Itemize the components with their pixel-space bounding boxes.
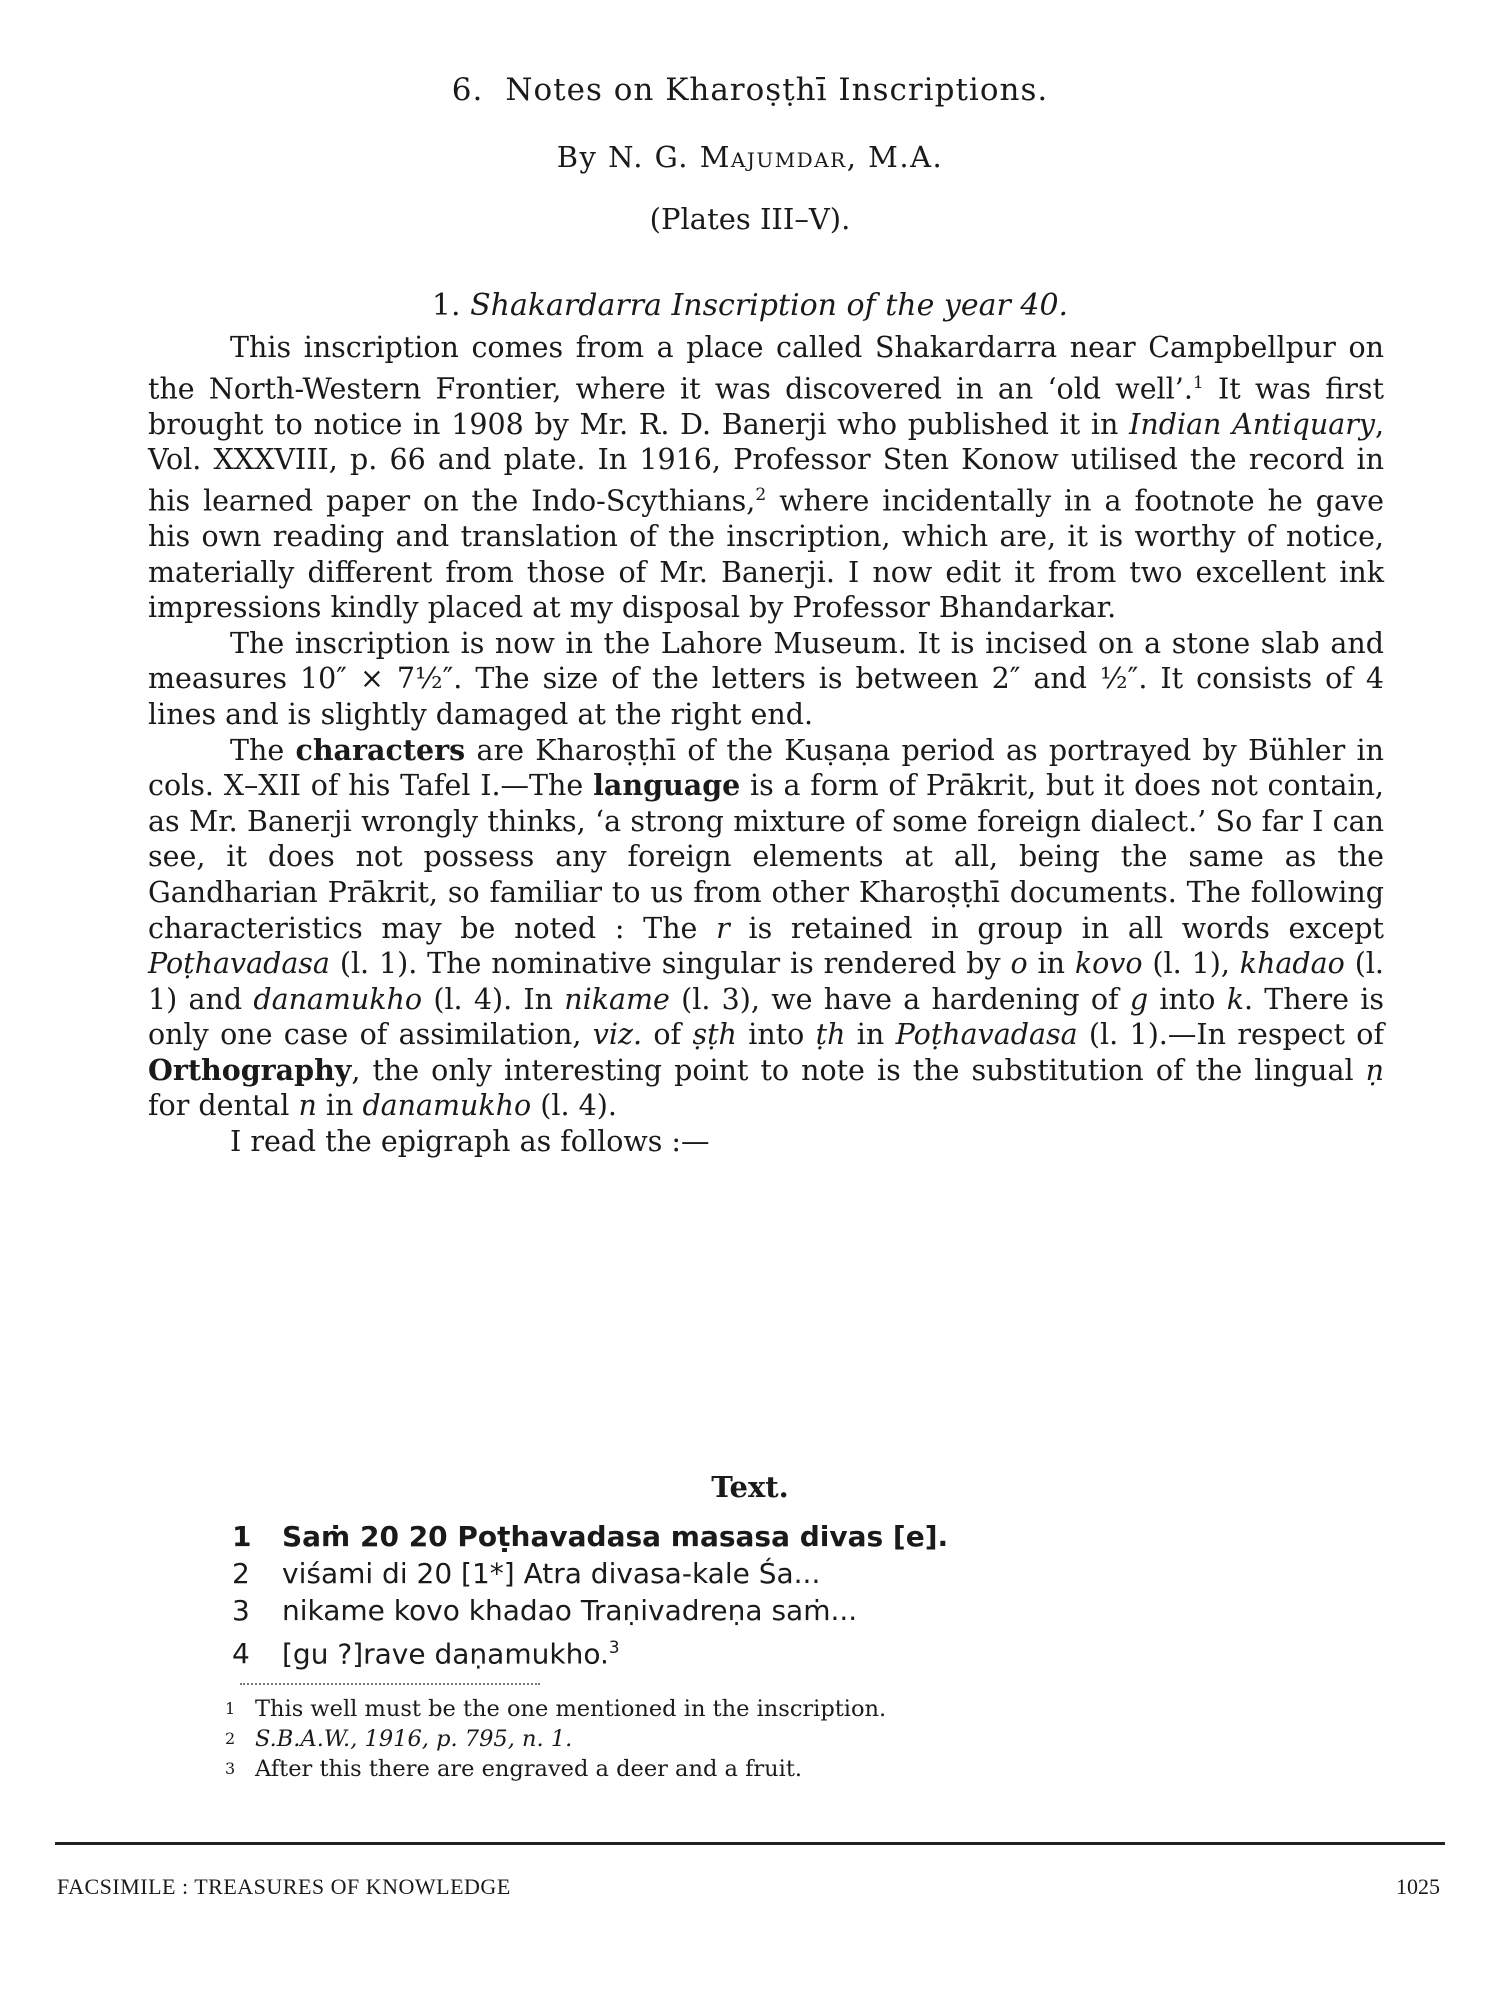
footnote xyxy=(225,1694,1325,1724)
author-byline xyxy=(0,140,1500,174)
line-text: [gu ?]rave daṇamukho. xyxy=(282,1637,609,1671)
line-text: Saṁ 20 20 Poṭhavadasa masasa divas [e]. xyxy=(282,1520,949,1553)
footnote-mark: 2 xyxy=(225,1729,236,1748)
inscription-text xyxy=(232,1518,1332,1671)
footnote-text: After this there are engraved a deer and a fruit. xyxy=(255,1756,803,1782)
line-text: viśami di 20 [1*] Atra divasa-kale Śa... xyxy=(282,1557,821,1590)
footnote xyxy=(225,1754,1325,1784)
paragraph-1: This inscription comes from a place called Shakardarra near Campbellpur on the North-Western Frontier, where it was discovered in an ‘old well’.$^1$ It was first brought to notice in 1908 by Mr. R. D. Banerji who published it in Indian Antiquary, Vol. XXXVIII, p. 66 and plate. In 1916, Professor Sten Konow utilised the record in his learned paper on the Indo-Scythians,$^2$ where incidentally in a footnote he gave his own reading and translation of the inscription, which are, it is worthy of notice, materially different from those of Mr. Banerji. I now edit it from two excellent ink impressions kindly placed at my disposal by Professor Bhandarkar. xyxy=(148,331,1384,625)
inscription-line xyxy=(232,1592,1332,1629)
footnote-ref-3: 3 xyxy=(608,1637,620,1657)
paragraph-4: I read the epigraph as follows :— xyxy=(230,1125,710,1159)
article-title xyxy=(0,72,1500,108)
line-number: 3 xyxy=(232,1594,250,1627)
article-number: 6. xyxy=(451,72,484,108)
line-number: 4 xyxy=(232,1637,250,1671)
page-number: 1025 xyxy=(1396,1874,1440,1899)
footnote-text: S.B.A.W., 1916, p. 795, n. 1. xyxy=(255,1726,573,1752)
footnote xyxy=(225,1724,1325,1754)
byline-prefix: By xyxy=(556,140,598,174)
line-text: nikame kovo khadao Traṇivadreṇa saṁ... xyxy=(282,1594,858,1627)
section-title: Shakardarra Inscription of the year 40. xyxy=(470,288,1069,323)
plates-reference: (Plates III–V). xyxy=(649,202,851,236)
paragraph-3: The characters are Kharoṣṭhī of the Kuṣaṇa period as portrayed by Bühler in cols. X–XII of his Tafel I.—The language is a form of Prākrit, but it does not contain, as Mr. Banerji wrongly thinks, ‘a strong mixture of some foreign dialect.’ So far I can see, it does not possess any foreign elements at all, being the same as the Gandharian Prākrit, so familiar to us from other Kharoṣṭhī documents. The following characteristics may be noted : The r is retained in group in all words except Poṭhavadasa (l. 1). The nominative singular is rendered by o in kovo (l. 1), khadao (l. 1) and danamukho (l. 4). In nikame (l. 3), we have a hardening of g into k. There is only one case of assimilation, viz. of ṣṭh into ṭh in Poṭhavadasa (l. 1).—In respect of Orthography, the only interesting point to note is the substitution of the lingual ṇ for dental n in danamukho (l. 4). xyxy=(148,732,1385,1123)
inscription-line xyxy=(232,1555,1332,1592)
footnote-divider xyxy=(240,1683,540,1685)
journal-title: Indian Antiquary xyxy=(1129,407,1375,441)
footer-publication: FACSIMILE : TREASURES OF KNOWLEDGE xyxy=(57,1874,511,1899)
footnote-mark: 3 xyxy=(225,1759,236,1778)
footer-rule xyxy=(55,1842,1445,1845)
section-heading xyxy=(0,288,1500,323)
inscription-line xyxy=(232,1629,1332,1671)
line-number: 1 xyxy=(232,1520,252,1553)
footnote-ref-1: 1 xyxy=(1192,372,1204,393)
author-name: N. G. Majumdar, M.A. xyxy=(608,140,944,174)
section-number: 1. xyxy=(431,288,461,323)
footnotes xyxy=(225,1694,1325,1784)
text-heading: Text. xyxy=(711,1470,789,1504)
article-body xyxy=(148,330,1384,1160)
footnote-ref-2: 2 xyxy=(755,484,767,505)
line-number: 2 xyxy=(232,1557,250,1590)
paragraph-2: The inscription is now in the Lahore Museum. It is incised on a stone slab and measures 10″ × 7½″. The size of the letters is between 2″ and ½″. It consists of 4 lines and is slightly damaged at the right end. xyxy=(148,626,1384,731)
article-title-text: Notes on Kharoṣṭhī Inscriptions. xyxy=(505,72,1049,108)
footnote-mark: 1 xyxy=(225,1699,236,1718)
inscription-line xyxy=(232,1518,1332,1555)
footnote-text: This well must be the one mentioned in the inscription. xyxy=(255,1696,887,1722)
